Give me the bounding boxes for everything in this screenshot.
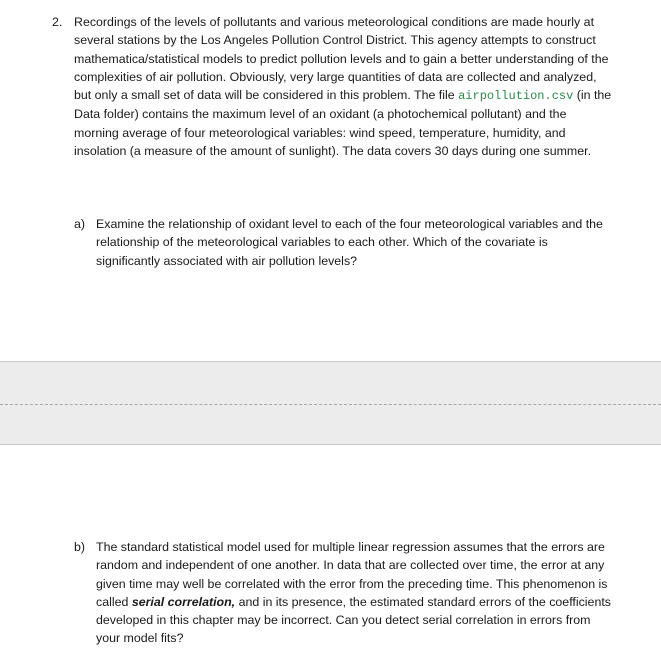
part-b	[74, 538, 614, 648]
part-b-text-before-term: The standard statistical model used for multiple linear regression assumes that the errors are random and independent of one another. In data that are collected over time, the error at any given time may well be correlated with the error from the preceding time. This phenomenon is called	[96, 540, 608, 609]
part-a-label: a)	[74, 217, 86, 231]
question-number: 2.	[52, 15, 63, 29]
answer-area[interactable]	[0, 361, 661, 445]
question-text	[74, 13, 612, 160]
question-text-before-file: Recordings of the levels of pollutants and various meteorological conditions are made hourly at several stations by the Los Angeles Pollution Control District. This agency attempts to construct mathematica/statistical models to predict pollution levels and to gain a better understanding of the complexities of air pollution. Obviously, very large quantities of data are collected and analyzed, but only a small set of data will be considered in this problem. The file	[74, 15, 609, 103]
question-2	[52, 13, 612, 160]
part-a-text: Examine the relationship of oxidant level to each of the four meteorological variables and the relationship of the meteorological variables to each other. Which of the covariate is significantly associated with air pollution levels?	[96, 217, 603, 268]
file-name: airpollution.csv	[458, 89, 574, 104]
part-b-text-after-term: and in its presence, the estimated standard errors of the coefficients developed in this chapter may be incorrect. Can you detect serial correlation in errors from your model fits?	[96, 594, 611, 646]
part-a	[74, 215, 614, 270]
part-b-text	[96, 538, 614, 648]
serial-correlation-term: serial correlation,	[131, 594, 236, 609]
question-text-after-file: (in the Data folder) contains the maximum level of an oxidant (a photochemical pollutant) and the morning average of four meteorological variables: wind speed, temperature, humidity, and insolation (a measure of the amount of sunlight). The data covers 30 days during one summer.	[74, 88, 612, 159]
answer-divider	[0, 404, 661, 405]
part-b-label: b)	[74, 540, 86, 554]
